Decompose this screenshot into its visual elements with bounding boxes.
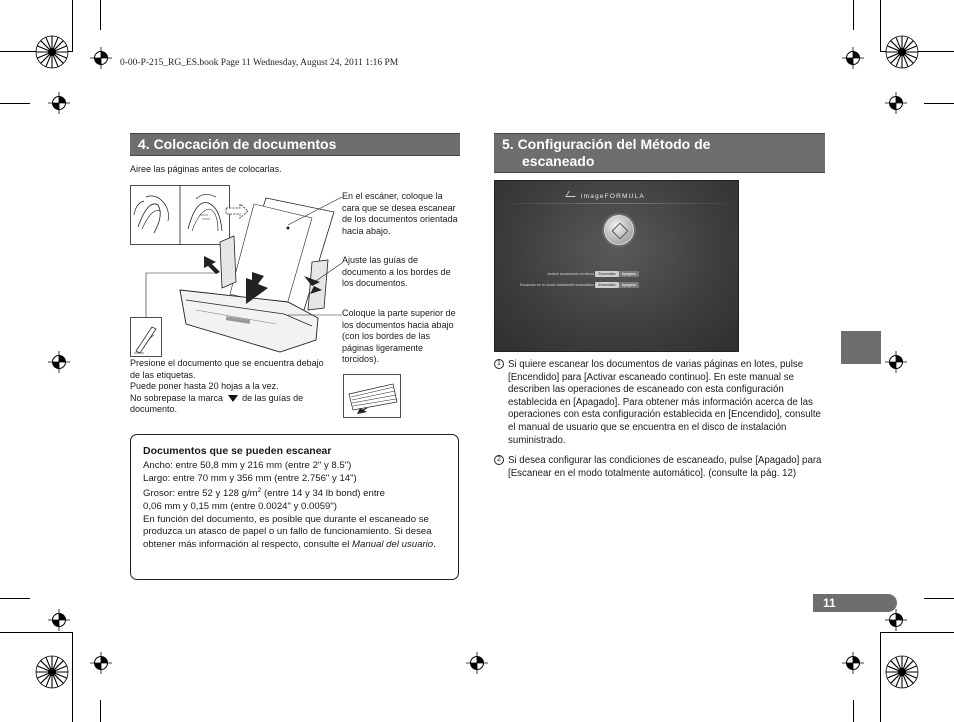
jam-note-text: En función del documento, es posible que durante el escaneado se produzca un atasco de papel o un fallo de funcionamiento. Si desea obtener más información al respecto, consulte el [143,513,432,550]
registration-mark-icon [90,652,112,674]
crop-mark [853,0,854,30]
registration-mark-icon [48,92,70,114]
registration-mark-icon [885,351,907,373]
press-line-2: Puede poner hasta 20 hojas a la vez. [130,381,279,392]
page-number: 11 [813,594,897,612]
callout-adjust-guides: Ajuste las guías de documento a los bordes de los documentos. [342,255,451,289]
ui-divider [495,203,739,204]
scanner-ui-screenshot [494,180,739,352]
registration-mark-icon [48,351,70,373]
continuous-scan-row [495,269,739,279]
ui-logo [567,191,645,200]
length-spec: Largo: entre 70 mm y 356 mm (entre 2.756" y 14") [143,472,357,484]
continuous-off-button[interactable]: Apagado [619,271,639,277]
jam-note [143,514,446,552]
registration-mark-icon [842,47,864,69]
section-5-title-line2: escaneado [522,153,595,169]
print-header: 0-00-P-215_RG_ES.book Page 11 Wednesday, August 24, 2011 1:16 PM [120,58,399,68]
thickness-sup: 2 [257,487,262,495]
width-spec: Ancho: entre 50,8 mm y 216 mm (entre 2" y 8.5") [143,460,352,471]
auto-mode-label: Escanear en el modo totalmente automático [519,283,594,287]
crop-mark [924,103,954,104]
start-scan-button[interactable] [604,215,634,245]
press-document-illustration [130,317,162,357]
skewed-pages-illustration [343,374,401,418]
crop-mark [880,0,881,52]
crop-mark [72,0,73,52]
step-1-text: Si quiere escanear los documentos de varias páginas en lotes, pulse [Encendido] para [Activar escaneado continuo]. En este manual se describen las operaciones de escaneado con esta configuración establecida en [Apagado]. Para obtener más información acerca de las operaciones con esta configuración establecida en [Encendido], consulte el manual de usuario que se encuentra en el disco de instalación suministrado. [508,359,821,446]
press-line-1: Presione el documento que se encuentra debajo de las etiquetas. [130,358,324,380]
step-number-1: 1 [494,359,504,369]
chapter-side-tab [841,331,881,364]
crop-mark [100,700,101,722]
auto-mode-row [495,280,739,290]
continuous-on-button[interactable]: Encendido [595,271,619,277]
supported-documents-title: Documentos que se pueden escanear [143,445,332,457]
press-line-3a: No sobrepase la marca [130,392,224,403]
press-document-text [130,358,330,416]
limit-mark-icon [228,395,238,402]
thickness-spec-2: 0,06 mm y 0,15 mm (entre 0.0024" y 0.0059") [143,500,337,512]
step-2 [494,455,824,480]
section-5-title [494,133,825,173]
crop-mark [924,598,954,599]
thickness-text: Grosor: entre 52 y 128 g/m [143,488,258,500]
registration-mark-icon [842,652,864,674]
registration-mark-icon [885,609,907,631]
callout-face-down: En el escáner, coloque la cara que se desea escanear de los documentos orientada hacia abajo. [342,191,458,236]
sunburst-mark-icon [885,35,919,69]
crop-mark [0,103,30,104]
sunburst-mark-icon [885,655,919,689]
section-5-title-line1: 5. Configuración del Método de [502,136,711,152]
crop-mark [72,632,73,722]
ui-logo-text: imageFORMULA [581,193,645,200]
step-2-text: Si desea configurar las condiciones de escaneado, pulse [Apagado] para [Escanear en el modo totalmente automático]. (consulte la pág. 12) [508,455,822,479]
thickness-text-b: (entre 14 y 34 lb bond) entre [261,488,386,500]
crop-mark [880,632,881,722]
auto-off-button[interactable]: Apagado [619,282,639,288]
registration-mark-icon [90,47,112,69]
crop-mark [100,0,101,30]
crop-mark [853,700,854,722]
registration-mark-icon [885,92,907,114]
sunburst-mark-icon [35,655,69,689]
press-line-3b: de las guías de documento. [130,392,304,415]
registration-mark-icon [466,652,488,674]
supported-documents-box [130,434,459,580]
jam-note-end: . [433,538,436,550]
section-4-title: 4. Colocación de documentos [130,133,460,156]
brand-logo-icon [565,191,578,197]
user-manual-ref: Manual del usuario [352,538,434,550]
auto-on-button[interactable]: Encendido [595,282,619,288]
crop-mark [0,598,30,599]
registration-mark-icon [48,609,70,631]
step-1 [494,359,824,447]
continuous-scan-label: Activar escaneado continuo [547,272,594,276]
callout-top-edge: Coloque la parte superior de los documentos hacia abajo (con los bordes de las páginas ligeramente torcidos). [342,308,456,365]
sunburst-mark-icon [35,35,69,69]
thickness-spec [143,485,446,501]
crop-mark [0,632,73,633]
section-4-intro: Airee las páginas antes de colocarlas. [130,164,282,174]
step-number-2: 2 [494,455,504,465]
crop-mark [880,632,954,633]
